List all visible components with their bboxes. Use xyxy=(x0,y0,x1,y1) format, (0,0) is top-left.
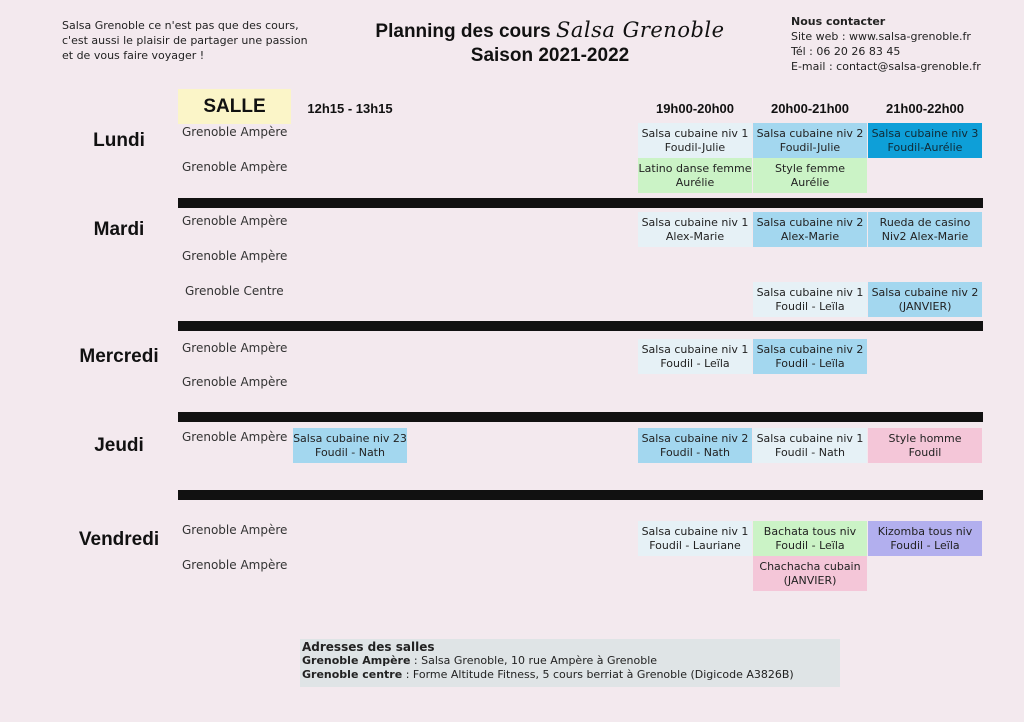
address-name: Grenoble centre xyxy=(302,668,403,681)
course-teachers: Foudil - Nath xyxy=(775,445,845,459)
room-label: Grenoble Ampère xyxy=(182,160,288,174)
day-separator xyxy=(178,412,983,422)
course-title: Salsa cubaine niv 2 xyxy=(756,342,864,356)
course-teachers: Foudil - Leïla xyxy=(890,538,960,552)
course-cell xyxy=(753,339,867,374)
course-cell xyxy=(868,521,982,556)
course-title: Salsa cubaine niv 3 xyxy=(871,126,979,140)
address-line-ampere xyxy=(302,654,838,668)
course-teachers: Aurélie xyxy=(675,175,715,189)
course-title: Salsa cubaine niv 23 xyxy=(293,431,407,445)
contact-email[interactable]: E-mail : contact@salsa-grenoble.fr xyxy=(791,60,981,73)
address-line-centre xyxy=(302,668,838,682)
title-prefix: Planning des cours xyxy=(375,21,551,42)
room-label: Grenoble Ampère xyxy=(182,214,288,228)
course-title: Style homme xyxy=(888,431,962,445)
course-teachers: Foudil - Leïla xyxy=(775,299,845,313)
course-teachers: Foudil xyxy=(908,445,942,459)
contact-web[interactable]: Site web : www.salsa-grenoble.fr xyxy=(791,30,971,43)
course-teachers: (JANVIER) xyxy=(783,573,837,587)
course-title: Salsa cubaine niv 2 xyxy=(641,431,749,445)
course-cell xyxy=(638,428,752,463)
course-title: Salsa cubaine niv 1 xyxy=(641,215,749,229)
course-title: Salsa cubaine niv 1 xyxy=(641,524,749,538)
course-teachers: Foudil - Leïla xyxy=(775,356,845,370)
course-teachers: Niv2 Alex-Marie xyxy=(881,229,969,243)
contact-phone[interactable]: Tél : 06 20 26 83 45 xyxy=(791,45,901,58)
course-teachers: Foudil-Julie xyxy=(779,140,841,154)
day-separator xyxy=(178,321,983,331)
course-title: Chachacha cubain xyxy=(759,559,861,573)
slot-header-2100: 21h00-22h00 xyxy=(885,101,965,116)
salle-column-header: SALLE xyxy=(178,89,291,124)
course-teachers: Foudil - Lauriane xyxy=(649,538,741,552)
course-cell xyxy=(293,428,407,463)
room-label: Grenoble Ampère xyxy=(182,249,288,263)
course-cell xyxy=(868,282,982,317)
course-cell xyxy=(868,123,982,158)
day-separator xyxy=(178,490,983,500)
course-cell xyxy=(638,521,752,556)
slot-header-1215: 12h15 - 13h15 xyxy=(307,101,393,116)
course-title: Kizomba tous niv xyxy=(877,524,973,538)
course-title: Salsa cubaine niv 1 xyxy=(641,342,749,356)
intro-line: Salsa Grenoble ce n'est pas que des cours, xyxy=(62,19,299,32)
season-label: Saison 2021-2022 xyxy=(470,45,630,66)
day-label-mardi: Mardi xyxy=(93,219,145,240)
course-title: Style femme xyxy=(775,161,845,175)
course-teachers: Foudil - Nath xyxy=(315,445,385,459)
course-title: Bachata tous niv xyxy=(763,524,857,538)
course-cell xyxy=(753,521,867,556)
day-label-vendredi: Vendredi xyxy=(78,529,160,550)
room-label: Grenoble Ampère xyxy=(182,558,288,572)
course-cell xyxy=(868,428,982,463)
course-title: Salsa cubaine niv 1 xyxy=(641,126,749,140)
course-teachers: Aurélie xyxy=(790,175,830,189)
room-label: Grenoble Ampère xyxy=(182,341,288,355)
room-label: Grenoble Ampère xyxy=(182,430,288,444)
course-teachers: Foudil - Nath xyxy=(660,445,730,459)
course-cell xyxy=(638,123,752,158)
course-teachers: Foudil-Julie xyxy=(664,140,726,154)
contact-heading: Nous contacter xyxy=(791,15,886,28)
contact-block xyxy=(791,14,1021,74)
course-cell xyxy=(753,282,867,317)
room-label: Grenoble Ampère xyxy=(182,125,288,139)
page-title xyxy=(370,18,730,67)
course-title: Salsa cubaine niv 2 xyxy=(871,285,979,299)
slot-header-2000: 20h00-21h00 xyxy=(770,101,850,116)
course-title: Salsa cubaine niv 1 xyxy=(756,431,864,445)
day-label-jeudi: Jeudi xyxy=(94,435,144,456)
room-label: Grenoble Ampère xyxy=(182,523,288,537)
course-teachers: (JANVIER) xyxy=(898,299,952,313)
course-title: Salsa cubaine niv 2 xyxy=(756,215,864,229)
course-teachers: Alex-Marie xyxy=(780,229,840,243)
course-cell xyxy=(753,123,867,158)
course-teachers: Foudil-Aurélie xyxy=(887,140,963,154)
intro-line: et de vous faire voyager ! xyxy=(62,49,205,62)
day-separator xyxy=(178,198,983,208)
day-label-mercredi: Mercredi xyxy=(79,346,159,367)
course-title: Rueda de casino xyxy=(879,215,971,229)
day-label-lundi: Lundi xyxy=(93,130,145,151)
course-teachers: Foudil - Leïla xyxy=(775,538,845,552)
course-teachers: Alex-Marie xyxy=(665,229,725,243)
title-script-logo: Salsa Grenoble xyxy=(555,18,725,42)
course-cell xyxy=(638,339,752,374)
course-cell xyxy=(753,428,867,463)
room-label: Grenoble Centre xyxy=(185,284,284,298)
course-title: Salsa cubaine niv 2 xyxy=(756,126,864,140)
course-title: Latino danse femme xyxy=(638,161,752,175)
intro-line: c'est aussi le plaisir de partager une passion xyxy=(62,34,308,47)
course-cell xyxy=(753,158,867,193)
course-cell xyxy=(638,212,752,247)
address-name: Grenoble Ampère xyxy=(302,654,411,667)
address-text: : Forme Altitude Fitness, 5 cours berriat à Grenoble (Digicode A3826B) xyxy=(402,668,794,681)
intro-text xyxy=(62,18,312,63)
addresses-heading: Adresses des salles xyxy=(302,640,435,654)
course-title: Salsa cubaine niv 1 xyxy=(756,285,864,299)
course-cell xyxy=(753,212,867,247)
course-cell xyxy=(753,556,867,591)
slot-header-1900: 19h00-20h00 xyxy=(655,101,735,116)
course-cell xyxy=(638,158,752,193)
course-teachers: Foudil - Leïla xyxy=(660,356,730,370)
address-text: : Salsa Grenoble, 10 rue Ampère à Grenoble xyxy=(410,654,658,667)
room-label: Grenoble Ampère xyxy=(182,375,288,389)
course-cell xyxy=(868,212,982,247)
addresses-box xyxy=(300,639,840,687)
